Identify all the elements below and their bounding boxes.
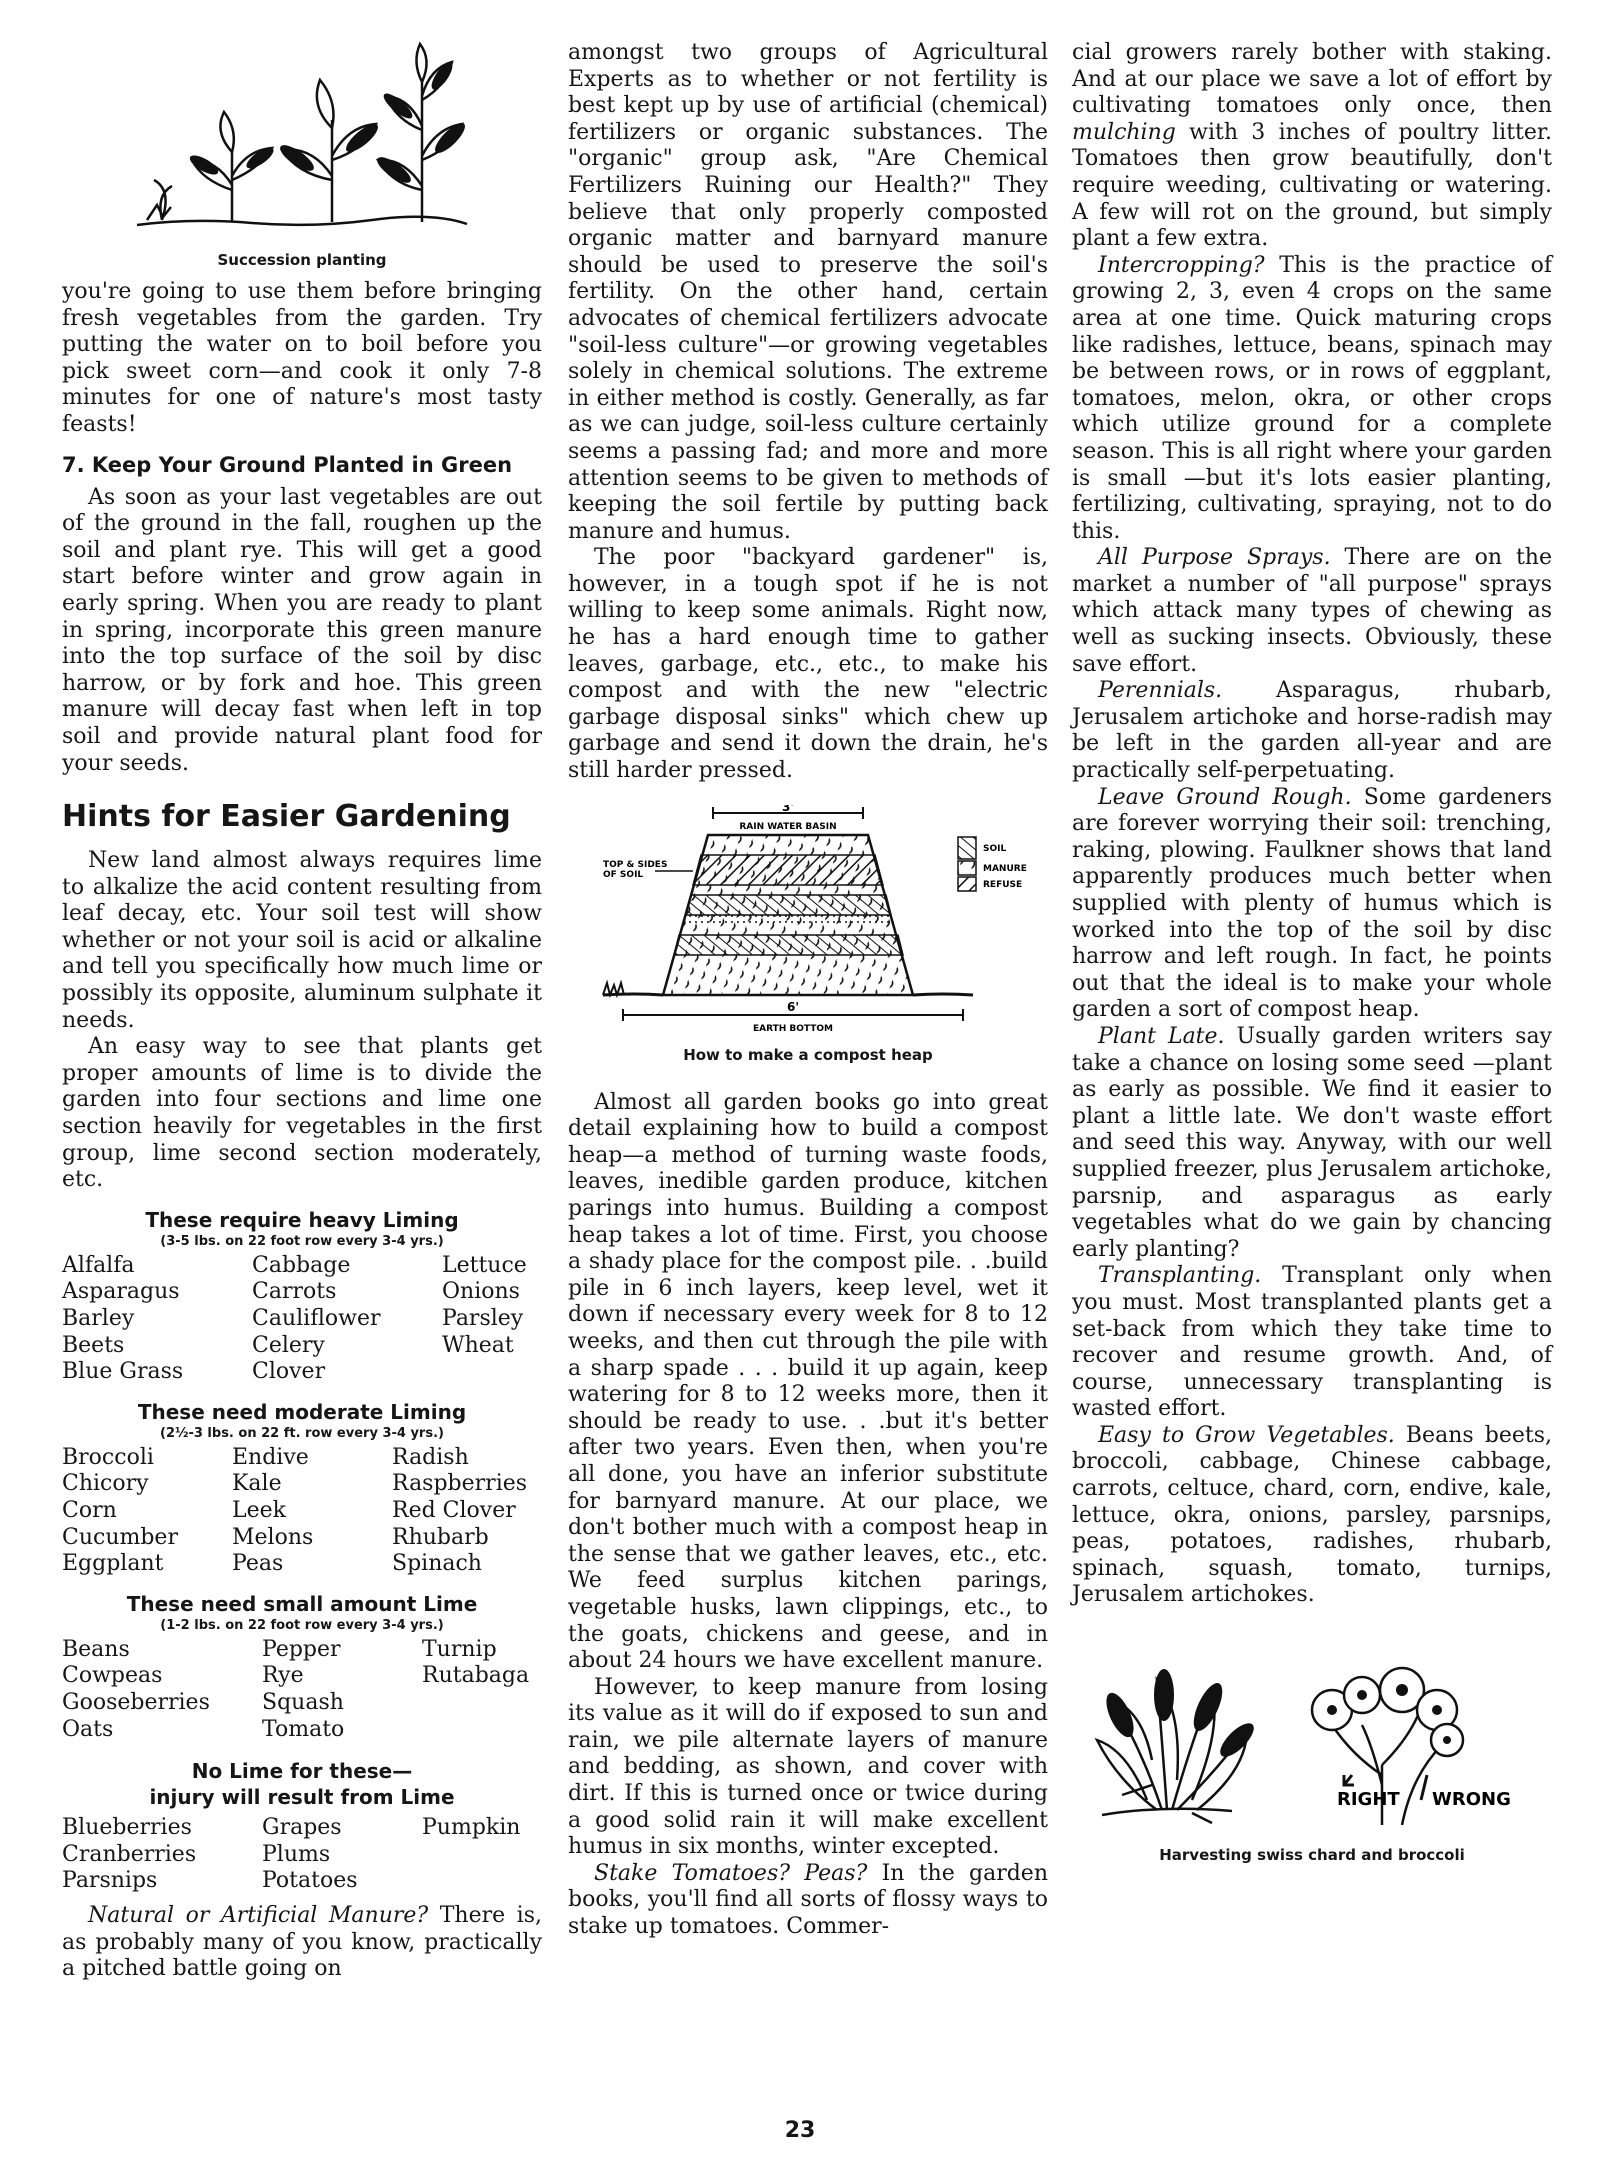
paragraph-text: In the garden books, you'll find all sorts of flossy ways to stake up tomatoes. Commer- — [568, 1860, 1048, 1940]
paragraph-text: cial growers rarely bother with staking. And at our place we save a lot of effort by cultivating tomatoes only once, then — [1072, 40, 1552, 119]
legend-soil: SOIL — [983, 843, 1007, 854]
list-item: Beets — [62, 1332, 125, 1358]
small-liming-list — [62, 1637, 542, 1743]
paragraph-text: with 3 inches of poultry litter. Tomatoes then grow beautifully, don't require weeding, cultivating or watering. A few will rot on the ground, but simply plant a few extra. — [1072, 119, 1552, 252]
paragraph: New land almost always requires lime to alkalize the acid content resulting from leaf decay, etc. Your soil test will show whether or not your soil is acid or alkaline and tell you specifically how much lime or possibly its opposite, aluminum sulphate it needs. — [62, 848, 542, 1033]
paragraph: amongst two groups of Agricultural Experts as to whether or not fertility is best kept up by use of artificial (chemical) fertilizers or organic substances. The "organic" group ask, "Are Chemical Fertilizers Ruining our Health?" They believe that only properly composted organic matter and barnyard manure should be used to preserve the soil's fertility. On the other hand, certain advocates of chemical fertilizers advocate "soil-less culture"—or growing vegetables solely in chemical solutions. The extreme in either method is costly. Generally, as far as we can judge, soil-less culture certainly seems a passing fad; and more and more attention seems to be given to methods of keeping the soil fertile by putting back manure and humus. — [568, 40, 1048, 544]
basin-label: RAIN WATER BASIN — [739, 821, 837, 832]
list-item: Plums — [262, 1841, 331, 1867]
lime-table-subheading: (2½-3 lbs. on 22 ft. row every 3-4 yrs.) — [160, 1425, 444, 1441]
list-item: Clover — [252, 1359, 326, 1385]
list-item: Red Clover — [392, 1497, 516, 1523]
figure-caption: Succession planting — [217, 251, 387, 269]
list-item: Blue Grass — [62, 1359, 184, 1385]
paragraph — [1072, 40, 1552, 253]
lime-table-subheading: (3-5 lbs. on 22 foot row every 3-4 yrs.) — [160, 1233, 444, 1249]
list-item: Melons — [232, 1524, 314, 1550]
harvesting-figure — [1072, 1655, 1552, 1840]
lime-table-subheading: (1-2 lbs. on 22 foot row every 3-4 yrs.) — [160, 1617, 444, 1633]
list-item: Asparagus — [62, 1279, 180, 1305]
top-dimension: 3' — [781, 804, 795, 814]
list-item: Cucumber — [62, 1524, 178, 1550]
wrong-label: WRONG — [1432, 1789, 1511, 1811]
list-item — [422, 1717, 542, 1744]
list-item: Broccoli — [62, 1444, 154, 1470]
compost-heap-diagram — [573, 805, 1043, 1035]
section-heading: 7. Keep Your Ground Planted in Green — [62, 452, 513, 477]
list-item: Alfalfa — [62, 1252, 135, 1278]
paragraph-text: Usually garden writers say take a chance on losing some seed —plant as early as possible. We find it easier to plant a little late. We don't waste effort and seed this way. Anyway, with our well supplied freezer, plus Jerusalem artichoke, parsnip, and asparagus as early vegetables what do we gain by chancing early planting? — [1072, 1023, 1552, 1262]
list-item: Turnip — [422, 1636, 497, 1662]
sides-label: TOP & SIDES — [603, 859, 668, 870]
paragraph-text: This is the practice of growing 2, 3, even 4 crops on the same area at one time. Quick maturing crops like radishes, lettuce, beans, spinach may be between rows, or in rows of eggplant, tomatoes, melon, okra, or other crops which utilize ground for a complete season. This is all right where your garden is small —but it's lots easier planting, fertilizing, cultivating, spraying, not to do this. — [1072, 252, 1552, 544]
run-in-heading: Easy to Grow Vegetables. — [1098, 1422, 1395, 1448]
list-item: Parsnips — [62, 1868, 158, 1894]
list-item: Peas — [232, 1551, 284, 1577]
list-item — [422, 1868, 542, 1895]
no-lime-list — [62, 1815, 542, 1895]
list-item: Rutabaga — [422, 1663, 530, 1689]
run-in-heading: Perennials. — [1098, 678, 1223, 704]
paragraph — [62, 1903, 542, 1983]
list-item: Radish — [392, 1444, 469, 1470]
run-in-heading: Transplanting. — [1098, 1263, 1262, 1289]
list-item: Onions — [442, 1279, 520, 1305]
paragraph-text: Transplant only when you must. Most transplanted plants get a set-back from which they take time to recover and resume growth. And, of course, unnecessary transplanting is wasted effort. — [1072, 1263, 1552, 1422]
lime-table-heading: These need small amount Lime — [126, 1591, 478, 1616]
list-item: Kale — [232, 1471, 282, 1497]
list-item: Blueberries — [62, 1815, 192, 1841]
bottom-dimension: 6' — [786, 999, 800, 1014]
italic-term: mulching — [1072, 119, 1176, 145]
paragraph: As soon as your last vegetables are out of the ground in the fall, roughen up the soil and plant rye. This will get a good start before winter and grow again in early spring. When you are ready to plant in spring, incorporate this green manure into the top surface of the soil by disc harrow, or by fork and hoe. This green manure will decay fast when left in top soil and provide natural plant food for your seeds. — [62, 484, 542, 776]
list-item: Cabbage — [252, 1252, 351, 1278]
list-item: Barley — [62, 1306, 135, 1331]
page-number: 23 — [784, 2118, 816, 2143]
run-in-heading: Stake Tomatoes? Peas? — [594, 1860, 868, 1886]
paragraph — [1072, 545, 1552, 678]
legend-manure: MANURE — [983, 863, 1027, 874]
right-label: RIGHT — [1337, 1789, 1400, 1811]
paragraph: An easy way to see that plants get proper amounts of lime is to divide the garden into four sections and lime one section heavily for vegetables in the first group, lime second section moderately, etc. — [62, 1034, 542, 1193]
list-item: Leek — [232, 1497, 286, 1523]
paragraph: The poor "backyard gardener" is, however, in a tough spot if he is not willing to keep some animals. Right now, he has a hard enough time to gather leaves, garbage, etc., etc., to make his compost and with the new "electric garbage disposal sinks" which chew up garbage and send it down the drain, he's still harder pressed. — [568, 545, 1048, 784]
list-item: Pepper — [262, 1636, 341, 1662]
list-item: Squash — [262, 1689, 344, 1715]
lime-table-heading: These need moderate Liming — [137, 1399, 467, 1424]
paragraph-text: Asparagus, rhubarb, Jerusalem artichoke and horse-radish may be left in the garden all-year and are practically self-perpetuating. — [1072, 678, 1552, 784]
heavy-liming-list — [62, 1253, 542, 1386]
list-item: Grapes — [262, 1815, 342, 1841]
list-item: Pumpkin — [422, 1815, 521, 1841]
list-item: Gooseberries — [62, 1689, 210, 1715]
list-item: Eggplant — [62, 1551, 164, 1577]
list-item — [442, 1359, 542, 1386]
run-in-heading: Natural or Artificial Manure? — [88, 1902, 429, 1928]
lime-table-heading: No Lime for these— — [191, 1759, 413, 1784]
list-item: Endive — [232, 1444, 309, 1470]
article-heading: Hints for Easier Gardening — [62, 799, 511, 835]
paragraph — [1072, 1024, 1552, 1263]
succession-planting-illustration — [132, 40, 472, 240]
paragraph: you're going to use them before bringing fresh vegetables from the garden. Try putting the water on to boil before you pick sweet corn—and cook it only 7-8 minutes for one of nature's most tasty feasts! — [62, 279, 542, 437]
list-item: Parsley — [442, 1306, 524, 1331]
list-item: Spinach — [392, 1551, 482, 1577]
paragraph — [568, 1861, 1048, 1941]
paragraph: However, to keep manure from losing its value as it will do if exposed to sun and rain, we pile alternate layers of manure and bedding, as shown, and cover with dirt. If this is turned once or twice during a good solid rain it will make excellent humus in six months, winter excepted. — [568, 1674, 1048, 1860]
list-item: Celery — [252, 1332, 325, 1358]
bottom-label: EARTH BOTTOM — [752, 1023, 834, 1034]
paragraph — [1072, 678, 1552, 784]
sides-label-2: OF SOIL — [603, 869, 644, 880]
paragraph — [1072, 1263, 1552, 1423]
list-item: Chicory — [62, 1471, 149, 1497]
list-item: Tomato — [262, 1716, 345, 1742]
paragraph: Almost all garden books go into great detail explaining how to build a compost heap—a method of turning waste foods, leaves, inedible garden produce, kitchen parings into humus. Building a compost heap takes a lot of time. First, you choose a shady place for the compost pile. . .build pile in 6 inch layers, keep level, wet it down if necessary every week for 8 to 12 weeks, and then cut through the pile with a sharp spade . . . build it up again, keep watering for 8 to 12 weeks more, then it should be ready to use. . .but it's better after two years. Even then, when you're all done, you have an inferior substitute for barnyard manure. At our place, we don't bother much with a compost heap in the sense that we gather leaves, etc., etc. We feed surplus kitchen parings, vegetable husks, lawn clippings, etc., to the goats, chickens and geese, and in about 24 hours we have excellent manure. — [568, 1089, 1048, 1674]
list-item: Lettuce — [442, 1252, 527, 1278]
paragraph — [1072, 253, 1552, 546]
list-item: Cowpeas — [62, 1663, 163, 1689]
lime-table-heading: injury will result from Lime — [149, 1785, 455, 1810]
paragraph-text: There is, as probably many of you know, practically a pitched battle going on — [62, 1902, 542, 1982]
lime-table-heading: These require heavy Liming — [145, 1207, 459, 1232]
column-2 — [568, 40, 1048, 1941]
list-item — [422, 1690, 542, 1717]
list-item: Wheat — [442, 1332, 514, 1358]
list-item: Oats — [62, 1716, 114, 1742]
list-item: Corn — [62, 1497, 117, 1523]
figure-caption: How to make a compost heap — [683, 1045, 933, 1064]
figure-caption: Harvesting swiss chard and broccoli — [1159, 1846, 1465, 1865]
harvesting-illustration — [1082, 1655, 1542, 1835]
moderate-liming-list — [62, 1445, 542, 1578]
list-item: Cranberries — [62, 1841, 197, 1867]
list-item: Rhubarb — [392, 1524, 489, 1550]
run-in-heading: Intercropping? — [1098, 252, 1265, 278]
paragraph — [1072, 785, 1552, 1024]
list-item: Potatoes — [262, 1868, 358, 1894]
paragraph-text: There are on the market a number of "all purpose" sprays which attack many types of chewing as well as sucking insects. Obviously, these save effort. — [1072, 545, 1552, 677]
run-in-heading: All Purpose Sprays. — [1098, 545, 1331, 571]
list-item: Carrots — [252, 1279, 337, 1305]
paragraph-text: Some gardeners are forever worrying their soil: trenching, raking, plowing. Faulkner shows that land apparently produces much better when supplied with plenty of humus which is worked into the top of the soil by disc harrow and left rough. In fact, he points out that the ideal is to make your whole garden a sort of compost heap. — [1072, 784, 1552, 1023]
column-3 — [1072, 40, 1552, 1874]
run-in-heading: Leave Ground Rough. — [1098, 784, 1352, 810]
succession-planting-figure — [62, 40, 542, 245]
legend-refuse: REFUSE — [983, 879, 1023, 890]
list-item — [422, 1842, 542, 1869]
paragraph — [1072, 1423, 1552, 1609]
list-item: Rye — [262, 1663, 304, 1689]
list-item: Beans — [62, 1636, 130, 1662]
paragraph-text: Beans beets, broccoli, cabbage, Chinese cabbage, carrots, celtuce, chard, corn, endive, kale, lettuce, okra, onions, parsley, parsnips, peas, potatoes, radishes, rhubarb, spinach, squash, tomato, turnips, Jerusalem artichokes. — [1072, 1422, 1552, 1608]
compost-heap-figure — [568, 805, 1048, 1040]
list-item: Raspberries — [392, 1471, 528, 1497]
list-item: Cauliflower — [252, 1306, 381, 1331]
run-in-heading: Plant Late. — [1098, 1023, 1225, 1049]
column-1 — [62, 40, 542, 1983]
